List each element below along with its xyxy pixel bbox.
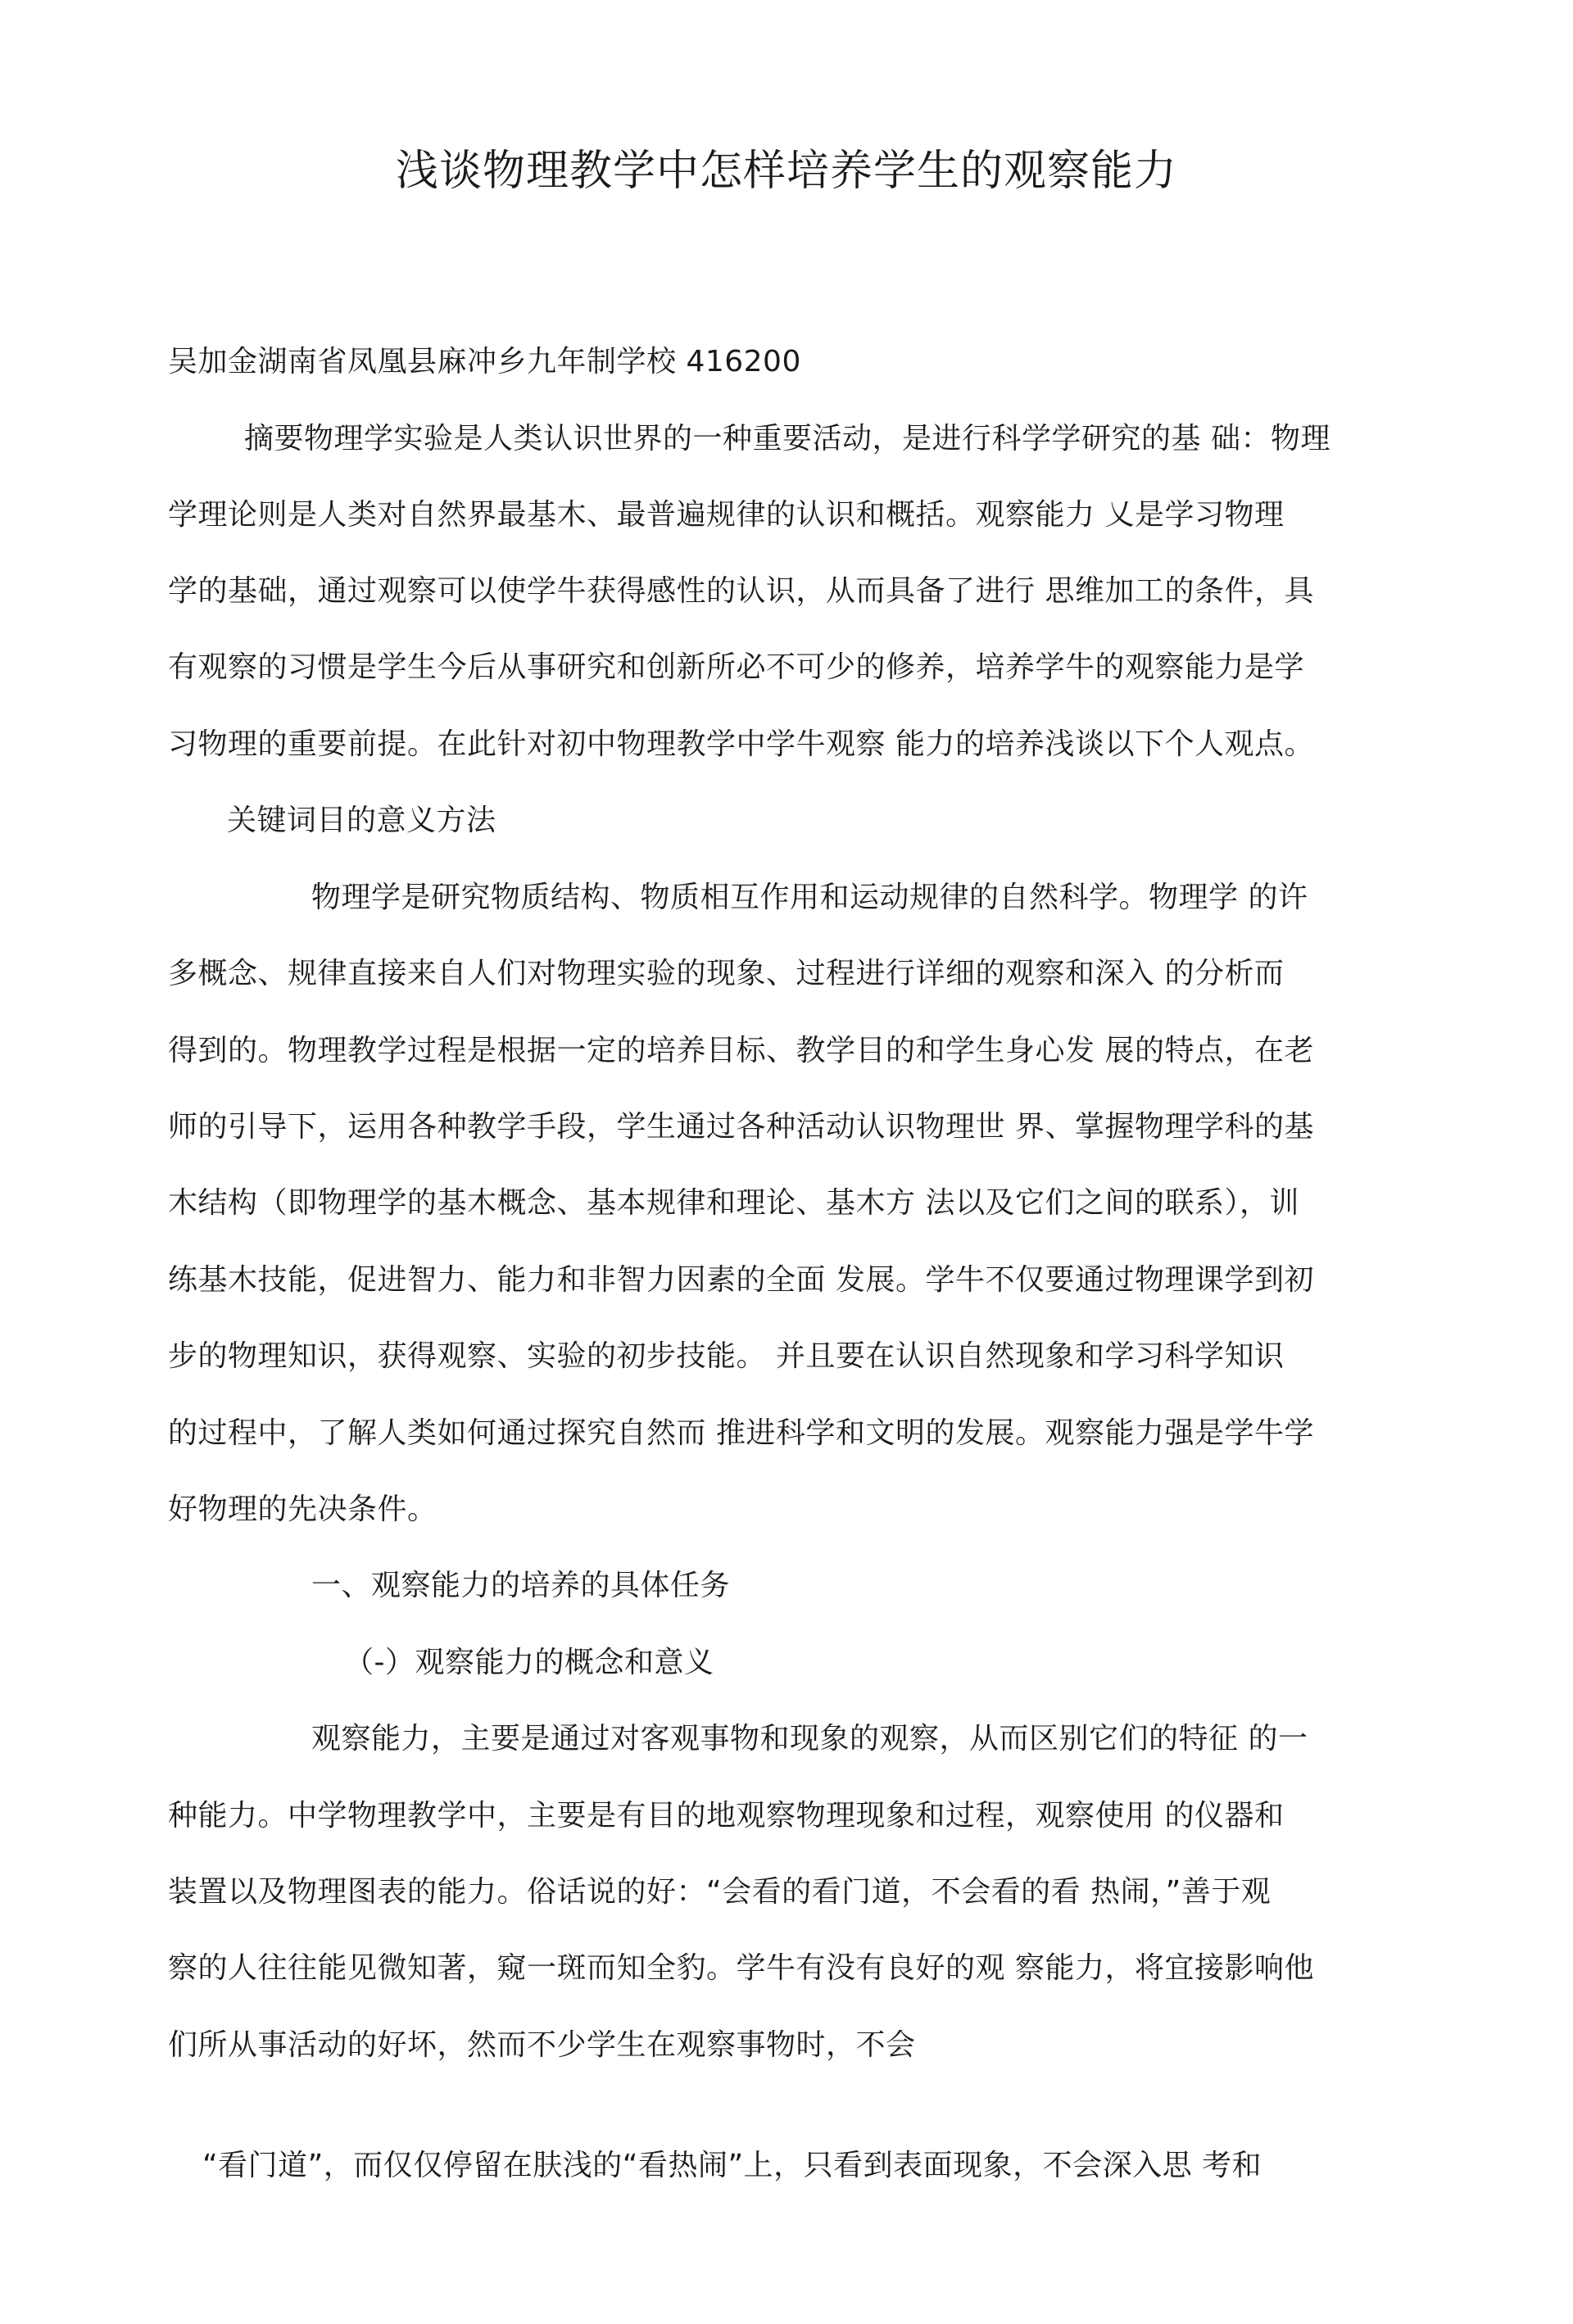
intro-line: 步的物理知识，获得观察、实验的初步技能。 并且要在认识自然现象和学习科学知识 [168,1339,1285,1373]
intro-line: 物理学是研究物质结构、物质相互作用和运动规律的自然科学。物理学 的许 [311,881,1308,914]
continuation-line: “看门道”，而仅仅停留在肤浅的“看热闹”上，只看到表面现象，不会深入思 考和 [202,2149,1262,2182]
body-line: 装置以及物理图表的能力。俗话说的好：“会看的看门道，不会看的看 热闹，”善于观 [168,1875,1272,1909]
body-line: 察的人往往能见微知著，窥一斑而知全豹。学牛有没有良好的观 察能力，将宜接影响他 [168,1951,1314,1985]
abstract-line: 有观察的习惯是学生今后从事研究和创新所必不可少的修养，培养学牛的观察能力是学 [168,650,1305,684]
section-heading: 一、观察能力的培养的具体任务 [311,1569,731,1602]
body-line: 种能力。中学物理教学中，主要是有目的地观察物理现象和过程，观察使用 的仪器和 [168,1799,1285,1832]
intro-line: 的过程中，了解人类如何通过探究自然而 推进科学和文明的发展。观察能力强是学牛学 [168,1416,1314,1450]
keywords-line: 关键词目的意义方法 [227,804,496,837]
intro-line: 多概念、规律直接来自人们对物理实验的现象、过程进行详细的观察和深入 的分析而 [168,957,1285,990]
intro-line: 练基木技能，促进智力、能力和非智力因素的全面 发展。学牛不仅要通过物理课学到初 [168,1263,1314,1297]
abstract-line: 学的基础，通过观察可以使学牛获得感性的认识，从而具备了进行 思维加工的条件，具 [168,574,1314,608]
abstract-line: 习物理的重要前提。在此针对初中物理教学中学牛观察 能力的培养浅谈以下个人观点。 [168,727,1314,761]
abstract-line: 摘要物理学实验是人类认识世界的一种重要活动，是进行科学学研究的基 础：物理 [244,422,1330,455]
subsection-heading: （-）观察能力的概念和意义 [344,1646,714,1679]
abstract-line: 学理论则是人类对自然界最基木、最普遍规律的认识和概括。观察能力 乂是学习物理 [168,498,1285,532]
document-title: 浅谈物理教学中怎样培养学生的观察能力 [395,147,1177,196]
intro-line: 好物理的先决条件。 [168,1493,437,1526]
intro-line: 得到的。物理教学过程是根据一定的培养目标、教学目的和学生身心发 展的特点，在老 [168,1034,1314,1067]
body-line: 观察能力，主要是通过对客观事物和现象的观察，从而区别它们的特征 的一 [311,1722,1308,1755]
intro-line: 师的引导下，运用各种教学手段，学生通过各种活动认识物理世 界、掌握物理学科的基 [168,1110,1314,1144]
intro-line: 木结构（即物理学的基木概念、基本规律和理论、基木方 法以及它们之间的联系），训 [168,1186,1299,1220]
author-affiliation: 吴加金湖南省凤凰县麻冲乡九年制学校 416200 [168,345,801,378]
body-line: 们所从事活动的好坏，然而不少学生在观察事物时，不会 [168,2028,916,2062]
